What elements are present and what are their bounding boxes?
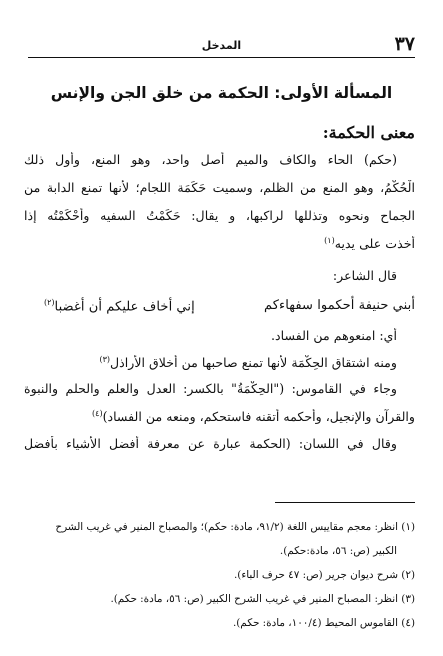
footnote-3: (٣) انظر: المصباح المنير في غريب الشرح الكبير (ص: ٥٦، مادة: حكم).: [110, 593, 415, 605]
verse-first-hemistich: أبني حنيفة أحكموا سفهاءكم: [263, 298, 415, 313]
subheading: معنى الحكمة:: [322, 123, 415, 142]
running-head: المدخل: [201, 39, 242, 52]
section-heading: [20, 84, 423, 102]
page-header: [28, 34, 415, 58]
footnote-separator: [275, 502, 415, 503]
body-line-10: وقال في اللسان: (الحكمة عبارة عن معرفة أفضل الأشياء بأفضل: [24, 436, 397, 451]
heading-highlight: المسألة الأولى: [280, 84, 393, 102]
footnote-ref-3: (٣): [99, 355, 110, 364]
body-line-6: أي: امنعوهم من الفساد.: [271, 328, 397, 343]
heading-rest: : الحكمة من خلق الجن والإنس: [50, 84, 281, 102]
body-line-9-text: والقرآن والإنجيل، وأحكمه أتقنه فاستحكم، ومنعه من الفساد): [102, 409, 415, 425]
footnote-1-continuation: الكبير (ص: ٥٦، مادة:حكم).: [279, 545, 397, 557]
footnote-4: (٤) القاموس المحيط (١٠٠/٤، مادة: حكم).: [232, 617, 415, 629]
body-line-7-text: ومنه اشتقاق الحِكْمَة لأنها تمنع صاحبها من أخلاق الأراذل: [110, 355, 397, 371]
footnote-ref-1: (١): [324, 236, 335, 245]
verse-second-hemistich: [44, 298, 195, 314]
footnote-1: (١) انظر: معجم مقاييس اللغة (٩١/٢، مادة: حكم)؛ والمصباح المنير في غريب الشرح: [55, 521, 415, 533]
footnote-ref-4: (٤): [92, 409, 103, 418]
poet-intro: قال الشاعر:: [332, 268, 397, 283]
verse-second-text: إني أخاف عليكم أن أغضبا: [54, 299, 195, 315]
body-line-8: وجاء في القاموس: ("الحِكْمَةُ" بالكسر: العدل والعلم والحلم والنبوة: [24, 381, 397, 396]
body-line-1: (حكم) الحاء والكاف والميم أصل واحد، وهو المنع، وأول ذلك: [24, 152, 397, 167]
footnote-2: (٢) شرح ديوان جرير (ص: ٤٧ حرف الباء).: [234, 569, 415, 581]
body-line-4: [24, 236, 415, 251]
body-line-4-text: أخذت على يديه: [334, 236, 415, 252]
body-line-2: الْحُكْمُ، وهو المنع من الظلم، وسميت حَكَمَة اللجام؛ لأنها تمنع الدابة من: [24, 180, 415, 195]
footnote-ref-2: (٢): [44, 298, 55, 307]
body-line-9: [24, 409, 415, 424]
body-line-7: [24, 355, 397, 370]
body-line-3: الجماح ونحوه وتذللها لراكبها، و يقال: حَكَمْتُ السفيه وأحْكَمْتُه إذا: [24, 208, 415, 223]
page-number: ٣٧: [394, 33, 415, 55]
